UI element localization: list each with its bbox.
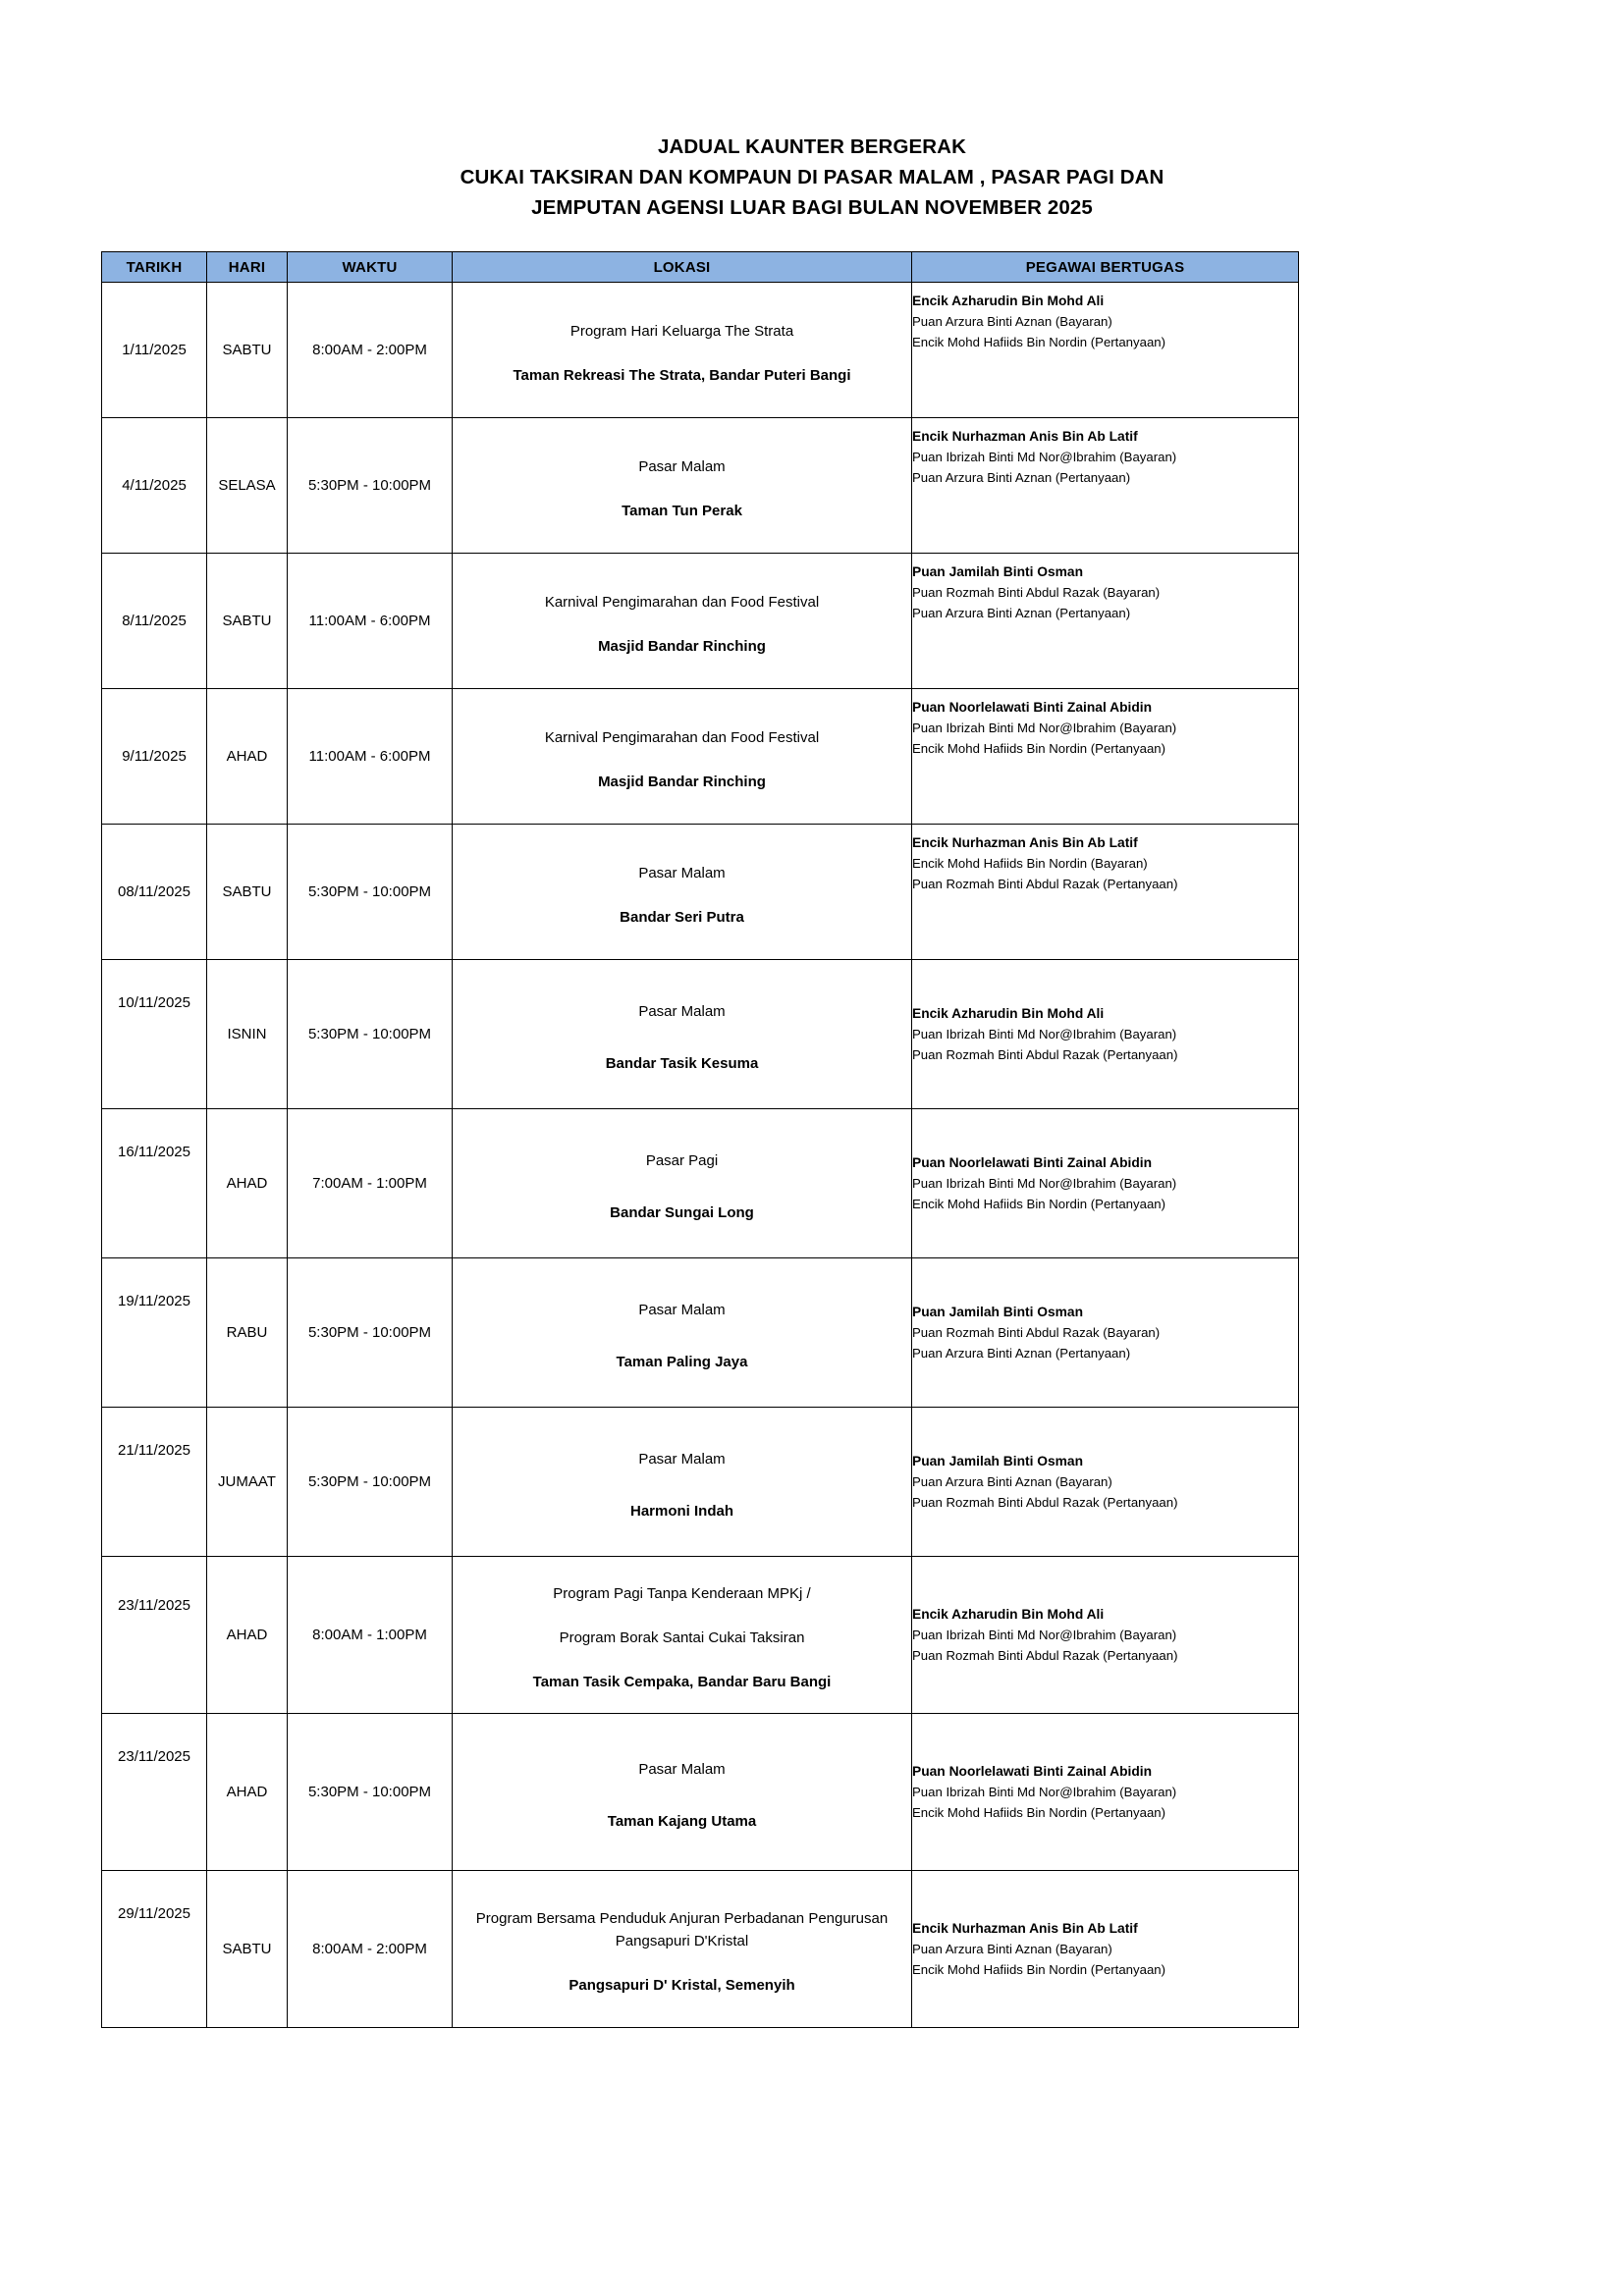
pegawai-ketua: Puan Jamilah Binti Osman bbox=[912, 564, 1084, 579]
lokasi-tempat: Taman Kajang Utama bbox=[607, 1812, 757, 1830]
pegawai-bayaran: Puan Arzura Binti Aznan (Bayaran) bbox=[912, 1474, 1112, 1489]
lokasi-tempat: Masjid Bandar Rinching bbox=[598, 637, 766, 655]
cell-waktu: 11:00AM - 6:00PM bbox=[288, 554, 453, 689]
column-header-tarikh: TARIKH bbox=[102, 252, 207, 283]
lokasi-program: Pasar Malam bbox=[638, 1450, 726, 1468]
lokasi-program: Pasar Malam bbox=[638, 457, 726, 475]
schedule-table-wrapper bbox=[101, 251, 1298, 2028]
pegawai-pertanyaan: Encik Mohd Hafiids Bin Nordin (Pertanyaan) bbox=[912, 335, 1166, 349]
lokasi-tempat: Pangsapuri D' Kristal, Semenyih bbox=[568, 1977, 795, 1994]
cell-lokasi bbox=[453, 1557, 912, 1714]
cell-pegawai bbox=[912, 1109, 1299, 1258]
cell-lokasi bbox=[453, 1109, 912, 1258]
cell-waktu: 5:30PM - 10:00PM bbox=[288, 825, 453, 960]
pegawai-ketua: Puan Noorlelawati Binti Zainal Abidin bbox=[912, 700, 1153, 715]
pegawai-ketua: Puan Noorlelawati Binti Zainal Abidin bbox=[912, 1764, 1153, 1779]
cell-tarikh: 9/11/2025 bbox=[102, 689, 207, 825]
pegawai-pertanyaan: Puan Arzura Binti Aznan (Pertanyaan) bbox=[912, 470, 1131, 485]
lokasi-tempat: Taman Paling Jaya bbox=[616, 1353, 748, 1370]
document-title-block bbox=[0, 132, 1624, 223]
cell-waktu: 5:30PM - 10:00PM bbox=[288, 418, 453, 554]
cell-pegawai bbox=[912, 283, 1299, 418]
cell-hari: SELASA bbox=[207, 418, 288, 554]
lokasi-tempat: Bandar Seri Putra bbox=[620, 908, 744, 926]
cell-hari: RABU bbox=[207, 1258, 288, 1408]
cell-pegawai bbox=[912, 1557, 1299, 1714]
lokasi-program: Pasar Malam bbox=[638, 1760, 726, 1778]
cell-hari: AHAD bbox=[207, 1557, 288, 1714]
pegawai-ketua: Encik Nurhazman Anis Bin Ab Latif bbox=[912, 429, 1138, 444]
table-row bbox=[102, 689, 1299, 825]
lokasi-tempat: Bandar Tasik Kesuma bbox=[605, 1054, 759, 1072]
pegawai-ketua: Encik Nurhazman Anis Bin Ab Latif bbox=[912, 835, 1138, 850]
cell-waktu: 5:30PM - 10:00PM bbox=[288, 1258, 453, 1408]
pegawai-pertanyaan: Puan Rozmah Binti Abdul Razak (Pertanyaan) bbox=[912, 877, 1178, 891]
pegawai-ketua: Encik Azharudin Bin Mohd Ali bbox=[912, 1006, 1105, 1021]
cell-tarikh: 23/11/2025 bbox=[102, 1714, 207, 1871]
pegawai-ketua: Puan Jamilah Binti Osman bbox=[912, 1454, 1084, 1468]
cell-pegawai bbox=[912, 1408, 1299, 1557]
pegawai-ketua: Encik Azharudin Bin Mohd Ali bbox=[912, 1607, 1105, 1622]
cell-pegawai bbox=[912, 418, 1299, 554]
cell-tarikh: 1/11/2025 bbox=[102, 283, 207, 418]
pegawai-pertanyaan: Puan Rozmah Binti Abdul Razak (Pertanyaan) bbox=[912, 1047, 1178, 1062]
cell-tarikh: 19/11/2025 bbox=[102, 1258, 207, 1408]
pegawai-ketua: Encik Nurhazman Anis Bin Ab Latif bbox=[912, 1921, 1138, 1936]
cell-tarikh: 21/11/2025 bbox=[102, 1408, 207, 1557]
cell-pegawai bbox=[912, 825, 1299, 960]
cell-lokasi bbox=[453, 283, 912, 418]
pegawai-bayaran: Puan Ibrizah Binti Md Nor@Ibrahim (Bayaran) bbox=[912, 1785, 1177, 1799]
table-row bbox=[102, 283, 1299, 418]
cell-pegawai bbox=[912, 1871, 1299, 2028]
table-row bbox=[102, 1408, 1299, 1557]
lokasi-program: Karnival Pengimarahan dan Food Festival bbox=[544, 593, 820, 611]
schedule-table bbox=[101, 251, 1299, 2028]
pegawai-bayaran: Puan Ibrizah Binti Md Nor@Ibrahim (Bayaran) bbox=[912, 1176, 1177, 1191]
cell-waktu: 8:00AM - 2:00PM bbox=[288, 1871, 453, 2028]
cell-tarikh: 08/11/2025 bbox=[102, 825, 207, 960]
lokasi-program: Pasar Malam bbox=[638, 1301, 726, 1318]
pegawai-bayaran: Puan Ibrizah Binti Md Nor@Ibrahim (Bayaran) bbox=[912, 450, 1177, 464]
cell-tarikh: 4/11/2025 bbox=[102, 418, 207, 554]
column-header-pegawai: PEGAWAI BERTUGAS bbox=[912, 252, 1299, 283]
cell-lokasi bbox=[453, 1871, 912, 2028]
lokasi-tempat: Harmoni Indah bbox=[629, 1502, 733, 1520]
pegawai-bayaran: Encik Mohd Hafiids Bin Nordin (Bayaran) bbox=[912, 856, 1148, 871]
lokasi-program: Program Bersama Penduduk Anjuran Perbadanan Pengurusan bbox=[475, 1910, 889, 1927]
lokasi-program-2: Pangsapuri D'Kristal bbox=[615, 1933, 749, 1949]
lokasi-program: Program Hari Keluarga The Strata bbox=[569, 322, 794, 340]
column-header-waktu: WAKTU bbox=[288, 252, 453, 283]
pegawai-pertanyaan: Encik Mohd Hafiids Bin Nordin (Pertanyaan) bbox=[912, 1805, 1166, 1820]
lokasi-tempat: Bandar Sungai Long bbox=[610, 1203, 754, 1221]
cell-pegawai bbox=[912, 1714, 1299, 1871]
table-row bbox=[102, 554, 1299, 689]
cell-waktu: 7:00AM - 1:00PM bbox=[288, 1109, 453, 1258]
pegawai-pertanyaan: Puan Rozmah Binti Abdul Razak (Pertanyaan) bbox=[912, 1648, 1178, 1663]
cell-hari: AHAD bbox=[207, 689, 288, 825]
table-row bbox=[102, 1109, 1299, 1258]
cell-tarikh: 23/11/2025 bbox=[102, 1557, 207, 1714]
cell-hari: SABTU bbox=[207, 1871, 288, 2028]
title-line-3: JEMPUTAN AGENSI LUAR BAGI BULAN NOVEMBER 2025 bbox=[531, 196, 1093, 219]
cell-lokasi bbox=[453, 1258, 912, 1408]
cell-hari: ISNIN bbox=[207, 960, 288, 1109]
pegawai-pertanyaan: Encik Mohd Hafiids Bin Nordin (Pertanyaan) bbox=[912, 1962, 1166, 1977]
pegawai-bayaran: Puan Ibrizah Binti Md Nor@Ibrahim (Bayaran) bbox=[912, 1027, 1177, 1041]
cell-hari: AHAD bbox=[207, 1109, 288, 1258]
cell-lokasi bbox=[453, 689, 912, 825]
cell-pegawai bbox=[912, 554, 1299, 689]
cell-pegawai bbox=[912, 1258, 1299, 1408]
cell-hari: AHAD bbox=[207, 1714, 288, 1871]
cell-lokasi bbox=[453, 1408, 912, 1557]
lokasi-program: Pasar Malam bbox=[638, 1002, 726, 1020]
title-line-2: CUKAI TAKSIRAN DAN KOMPAUN DI PASAR MALAM , PASAR PAGI DAN bbox=[460, 166, 1164, 188]
cell-waktu: 5:30PM - 10:00PM bbox=[288, 960, 453, 1109]
table-row bbox=[102, 1258, 1299, 1408]
cell-tarikh: 8/11/2025 bbox=[102, 554, 207, 689]
pegawai-pertanyaan: Puan Arzura Binti Aznan (Pertanyaan) bbox=[912, 1346, 1131, 1361]
cell-lokasi bbox=[453, 1714, 912, 1871]
table-header-row bbox=[102, 252, 1299, 283]
cell-hari: SABTU bbox=[207, 283, 288, 418]
pegawai-bayaran: Puan Ibrizah Binti Md Nor@Ibrahim (Bayaran) bbox=[912, 1628, 1177, 1642]
cell-tarikh: 16/11/2025 bbox=[102, 1109, 207, 1258]
pegawai-bayaran: Puan Arzura Binti Aznan (Bayaran) bbox=[912, 314, 1112, 329]
table-row bbox=[102, 960, 1299, 1109]
pegawai-pertanyaan: Puan Arzura Binti Aznan (Pertanyaan) bbox=[912, 606, 1131, 620]
lokasi-tempat: Taman Rekreasi The Strata, Bandar Puteri Bangi bbox=[513, 366, 851, 384]
cell-waktu: 8:00AM - 2:00PM bbox=[288, 283, 453, 418]
column-header-lokasi: LOKASI bbox=[453, 252, 912, 283]
cell-waktu: 11:00AM - 6:00PM bbox=[288, 689, 453, 825]
cell-lokasi bbox=[453, 960, 912, 1109]
pegawai-pertanyaan: Encik Mohd Hafiids Bin Nordin (Pertanyaan) bbox=[912, 1197, 1166, 1211]
lokasi-tempat: Taman Tasik Cempaka, Bandar Baru Bangi bbox=[532, 1674, 832, 1690]
cell-tarikh: 29/11/2025 bbox=[102, 1871, 207, 2028]
cell-lokasi bbox=[453, 825, 912, 960]
lokasi-program: Program Pagi Tanpa Kenderaan MPKj / bbox=[553, 1585, 811, 1602]
pegawai-bayaran: Puan Ibrizah Binti Md Nor@Ibrahim (Bayaran) bbox=[912, 721, 1177, 735]
lokasi-program: Pasar Pagi bbox=[645, 1151, 719, 1169]
pegawai-bayaran: Puan Arzura Binti Aznan (Bayaran) bbox=[912, 1942, 1112, 1956]
lokasi-tempat: Taman Tun Perak bbox=[622, 502, 742, 519]
cell-lokasi bbox=[453, 554, 912, 689]
title-line-1: JADUAL KAUNTER BERGERAK bbox=[658, 135, 966, 158]
column-header-hari: HARI bbox=[207, 252, 288, 283]
table-head bbox=[102, 252, 1299, 283]
pegawai-pertanyaan: Puan Rozmah Binti Abdul Razak (Pertanyaan) bbox=[912, 1495, 1178, 1510]
table-row bbox=[102, 418, 1299, 554]
cell-waktu: 5:30PM - 10:00PM bbox=[288, 1408, 453, 1557]
table-row bbox=[102, 1557, 1299, 1714]
cell-hari: SABTU bbox=[207, 554, 288, 689]
cell-hari: JUMAAT bbox=[207, 1408, 288, 1557]
cell-lokasi bbox=[453, 418, 912, 554]
table-row bbox=[102, 1714, 1299, 1871]
table-row bbox=[102, 825, 1299, 960]
cell-pegawai bbox=[912, 960, 1299, 1109]
cell-tarikh: 10/11/2025 bbox=[102, 960, 207, 1109]
pegawai-pertanyaan: Encik Mohd Hafiids Bin Nordin (Pertanyaan) bbox=[912, 741, 1166, 756]
pegawai-ketua: Puan Noorlelawati Binti Zainal Abidin bbox=[912, 1155, 1153, 1170]
lokasi-tempat: Masjid Bandar Rinching bbox=[598, 773, 766, 790]
table-body bbox=[102, 283, 1299, 2028]
cell-pegawai bbox=[912, 689, 1299, 825]
pegawai-ketua: Encik Azharudin Bin Mohd Ali bbox=[912, 294, 1105, 308]
cell-waktu: 5:30PM - 10:00PM bbox=[288, 1714, 453, 1871]
lokasi-program: Pasar Malam bbox=[638, 864, 726, 881]
cell-waktu: 8:00AM - 1:00PM bbox=[288, 1557, 453, 1714]
lokasi-program-2: Program Borak Santai Cukai Taksiran bbox=[559, 1629, 805, 1646]
pegawai-ketua: Puan Jamilah Binti Osman bbox=[912, 1305, 1084, 1319]
pegawai-bayaran: Puan Rozmah Binti Abdul Razak (Bayaran) bbox=[912, 585, 1161, 600]
pegawai-bayaran: Puan Rozmah Binti Abdul Razak (Bayaran) bbox=[912, 1325, 1161, 1340]
table-row bbox=[102, 1871, 1299, 2028]
cell-hari: SABTU bbox=[207, 825, 288, 960]
lokasi-program: Karnival Pengimarahan dan Food Festival bbox=[544, 728, 820, 746]
